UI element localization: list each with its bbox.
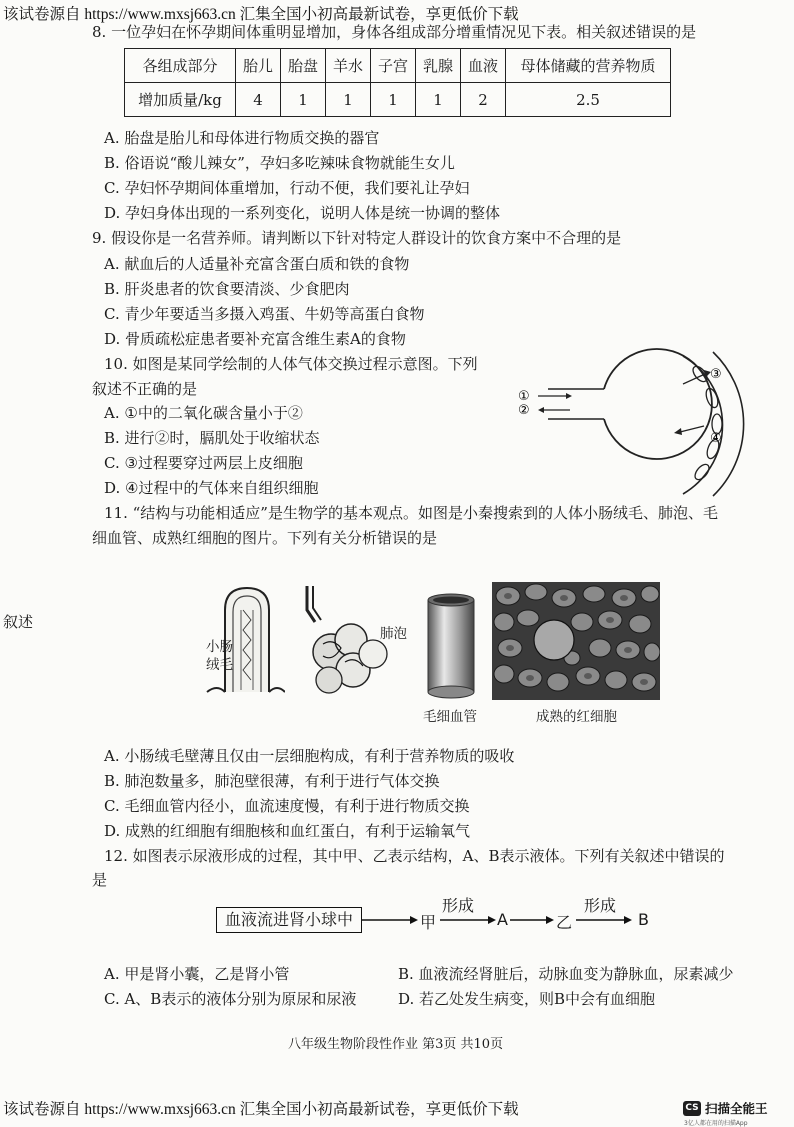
caption-capillary: 毛细血管 bbox=[423, 709, 477, 725]
camscanner-logo-icon: CS bbox=[683, 1101, 701, 1116]
q8-table bbox=[124, 48, 671, 117]
page-footer: 八年级生物阶段性作业 第3页 共10页 bbox=[288, 1037, 504, 1052]
q12-option-c: C. A、B表示的液体分别为原尿和尿液 bbox=[104, 990, 357, 1008]
flow-jia: 甲 bbox=[420, 913, 437, 932]
rbc-micrograph bbox=[492, 582, 660, 700]
q11-option-a: A. 小肠绒毛壁薄且仅由一层细胞构成，有利于营养物质的吸收 bbox=[104, 747, 515, 765]
table-cell: 1 bbox=[371, 83, 416, 117]
watermark-bottom: 该试卷源自 https://www.mxsj663.cn 汇集全国小初高最新试卷，享更低价下载 bbox=[3, 1101, 519, 1118]
table-cell: 各组成部分 bbox=[125, 49, 236, 83]
q10-option-b: B. 进行②时，膈肌处于收缩状态 bbox=[104, 429, 320, 447]
q8-option-d: D. 孕妇身体出现的一系列变化，说明人体是统一协调的整体 bbox=[104, 204, 501, 222]
label-3: ③ bbox=[710, 367, 722, 382]
flow-form-2: 形成 bbox=[584, 896, 617, 915]
q11-stem-line1: 11. “结构与功能相适应”是生物学的基本观点。如图是小秦搜索到的人体小肠绒毛、肺泡、毛 bbox=[104, 504, 718, 522]
q8-option-b: B. 俗语说“酸儿辣女”，孕妇多吃辣味食物就能生女儿 bbox=[104, 154, 455, 172]
table-cell: 1 bbox=[281, 83, 326, 117]
watermark-top: 该试卷源自 https://www.mxsj663.cn 汇集全国小初高最新试卷，享更低价下载 bbox=[3, 6, 519, 23]
flow-start-box: 血液流进肾小球中 bbox=[216, 907, 362, 933]
capillary-image bbox=[424, 592, 479, 700]
caption-alveolus: 肺泡 bbox=[380, 626, 407, 642]
table-cell: 2.5 bbox=[506, 83, 671, 117]
q9-option-b: B. 肝炎患者的饮食要清淡、少食肥肉 bbox=[104, 280, 350, 298]
q12-option-a: A. 甲是肾小囊，乙是肾小管 bbox=[104, 965, 290, 983]
flow-b: B bbox=[638, 910, 649, 929]
label-4: ④ bbox=[710, 431, 722, 446]
table-cell: 子宫 bbox=[371, 49, 416, 83]
q9-stem: 9. 假设你是一名营养师。请判断以下针对特定人群设计的饮食方案中不合理的是 bbox=[92, 229, 622, 247]
flow-a: A bbox=[497, 910, 508, 929]
label-1: ① bbox=[518, 389, 530, 404]
table-cell: 增加质量/kg bbox=[125, 83, 236, 117]
flow-form-1: 形成 bbox=[442, 896, 475, 915]
q12-option-b: B. 血液流经肾脏后，动脉血变为静脉血，尿素减少 bbox=[398, 965, 734, 983]
table-cell: 4 bbox=[236, 83, 281, 117]
table-cell: 羊水 bbox=[326, 49, 371, 83]
flow-yi: 乙 bbox=[556, 913, 573, 932]
caption-villus-2: 绒毛 bbox=[206, 657, 233, 673]
table-cell: 乳腺 bbox=[416, 49, 461, 83]
caption-villus-1: 小肠 bbox=[206, 639, 233, 655]
table-cell: 1 bbox=[326, 83, 371, 117]
q10-option-a: A. ①中的二氧化碳含量小于② bbox=[104, 404, 303, 422]
camscanner-subtitle: 3亿人都在用的扫描App bbox=[684, 1120, 748, 1127]
table-cell: 母体储藏的营养物质 bbox=[506, 49, 671, 83]
q12-stem-line2: 是 bbox=[92, 871, 108, 889]
q10-stem-line2: 叙述不正确的是 bbox=[92, 380, 198, 398]
q10-option-d: D. ④过程中的气体来自组织细胞 bbox=[104, 479, 319, 497]
q12-stem-line1: 12. 如图表示尿液形成的过程，其中甲、乙表示结构，A、B表示液体。下列有关叙述中错误的 bbox=[104, 847, 725, 865]
q10-stem-line1: 10. 如图是某同学绘制的人体气体交换过程示意图。下列 bbox=[104, 355, 478, 373]
q9-option-a: A. 献血后的人适量补充富含蛋白质和铁的食物 bbox=[104, 255, 410, 273]
q10-option-c: C. ③过程要穿过两层上皮细胞 bbox=[104, 454, 303, 472]
q11-option-b: B. 肺泡数量多，肺泡壁很薄，有利于进行气体交换 bbox=[104, 772, 440, 790]
q9-option-d: D. 骨质疏松症患者要补充富含维生素A的食物 bbox=[104, 330, 406, 348]
q12-option-d: D. 若乙处发生病变，则B中会有血细胞 bbox=[398, 990, 656, 1008]
table-cell: 1 bbox=[416, 83, 461, 117]
gas-exchange-diagram bbox=[508, 344, 768, 504]
table-cell: 胎儿 bbox=[236, 49, 281, 83]
q8-option-a: A. 胎盘是胎儿和母体进行物质交换的器官 bbox=[104, 129, 380, 147]
q8-stem: 8. 一位孕妇在怀孕期间体重明显增加，身体各组成部分增重情况见下表。相关叙述错误的是 bbox=[92, 23, 697, 41]
q9-option-c: C. 青少年要适当多摄入鸡蛋、牛奶等高蛋白食物 bbox=[104, 305, 425, 323]
q11-stem-line2: 细血管、成熟红细胞的图片。下列有关分析错误的是 bbox=[92, 529, 438, 547]
q8-option-c: C. 孕妇怀孕期间体重增加，行动不便，我们要礼让孕妇 bbox=[104, 179, 470, 197]
table-cell: 2 bbox=[461, 83, 506, 117]
table-cell: 血液 bbox=[461, 49, 506, 83]
camscanner-title: 扫描全能王 bbox=[705, 1101, 768, 1116]
table-row bbox=[125, 83, 671, 117]
side-label: 叙述 bbox=[3, 613, 34, 631]
q11-option-c: C. 毛细血管内径小，血流速度慢，有利于进行物质交换 bbox=[104, 797, 470, 815]
table-row bbox=[125, 49, 671, 83]
label-2: ② bbox=[518, 403, 530, 418]
q11-option-d: D. 成熟的红细胞有细胞核和血红蛋白，有利于运输氧气 bbox=[104, 822, 471, 840]
table-cell: 胎盘 bbox=[281, 49, 326, 83]
caption-rbc: 成熟的红细胞 bbox=[536, 709, 617, 725]
